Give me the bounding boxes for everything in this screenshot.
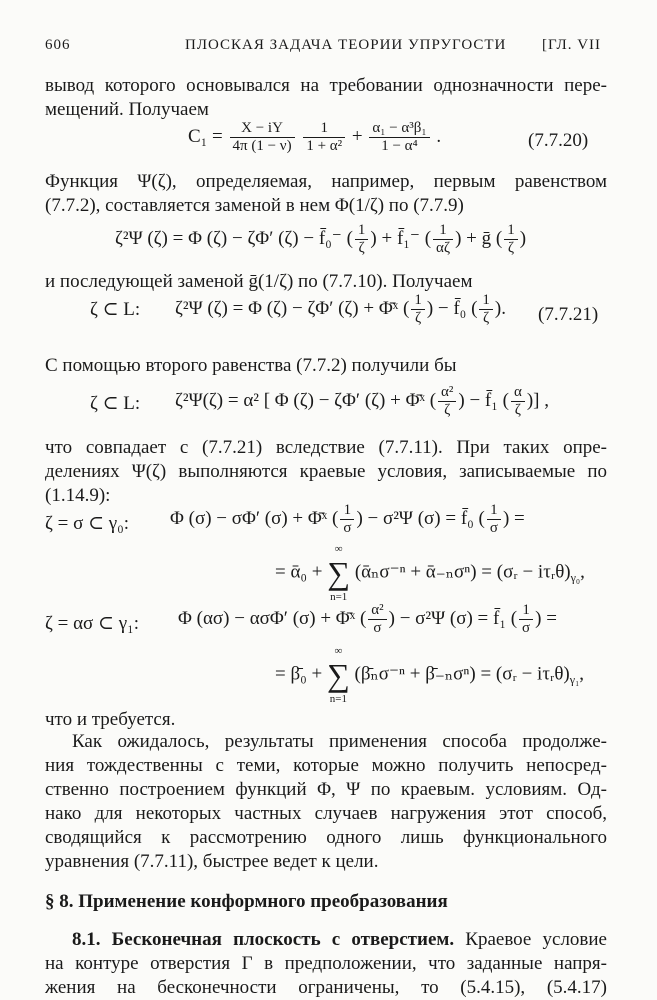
- equation-lhs: ζ²Ψ(ζ) = α² [ Φ (ζ) − ζΦ′ (ζ) + Φ̄ˣ: [175, 389, 425, 411]
- text-line: (7.7.2), составляется заменой в нем Φ(1/ζ) по (7.7.9): [45, 195, 464, 216]
- equation-lhs: Φ (σ) − σΦ′ (σ) + Φ̄ˣ: [170, 507, 328, 529]
- sum-symbol: ∞ ∑ n=1: [326, 645, 350, 705]
- plus-sign: +: [351, 125, 363, 147]
- equation-second: ζ²Ψ(ζ) = α² [ Φ (ζ) − ζΦ′ (ζ) + Φ̄ˣ ( $\frac{\text{α²}}{\zeta}$ ) − f̄₁ ( $\frac{\alpha}{\zeta}$ )] ,: [175, 384, 549, 418]
- fraction: $\frac{1}{\alpha\zeta}$: [433, 222, 453, 257]
- text-line: С помощью второго равенства (7.7.2) получили бы: [45, 355, 457, 376]
- equation-7-7-20: [188, 120, 441, 155]
- text-line: Как ожидалось, результаты применения способа продолже-: [72, 731, 607, 752]
- equals-sign: =: [514, 507, 525, 529]
- fraction: $\frac{1}{\zeta}$: [411, 292, 425, 327]
- equation-condition: ζ ⊂ L:: [90, 299, 141, 320]
- equation-condition: ζ = σ ⊂ γ₀:: [45, 513, 130, 534]
- fraction: $\frac{1}{\sigma}$: [487, 502, 501, 537]
- page-number: 606: [45, 37, 71, 53]
- text-line: уравнения (7.7.11), быстрее ведет к цели.: [45, 851, 379, 872]
- equation-term: (ᾱₙσ⁻ⁿ + ᾱ₋ₙσⁿ) = (σᵣ − iτᵣθ): [354, 561, 571, 583]
- fraction: $\frac{1}{\zeta}$: [504, 222, 518, 257]
- fraction: $\frac{1}{\text{1 + α²}}$: [303, 120, 345, 155]
- period: .: [436, 125, 442, 147]
- section-heading: § 8. Применение конформного преобразования: [45, 891, 448, 912]
- equation-term: + ḡ: [466, 227, 492, 249]
- equation-lhs: ζ²Ψ (ζ) = Φ (ζ) − ζΦ′ (ζ) + Φ̄ˣ: [175, 297, 399, 319]
- equation-term: + f̄₁⁻: [381, 227, 420, 249]
- equation-term: − σ²Ψ (σ) = f̄₁: [399, 607, 506, 629]
- equation-condition: ζ ⊂ L:: [90, 393, 141, 414]
- text-line: (1.14.9):: [45, 485, 111, 506]
- comma: ,: [579, 663, 585, 685]
- text-line: жения на бесконечности ограничены, то (5.4.15), (5.4.17): [45, 977, 607, 998]
- subscript: γ₀: [570, 570, 581, 585]
- text-line: что совпадает с (7.7.21) вследствие (7.7.11). При таких опре-: [45, 437, 607, 458]
- equals-sign: =: [546, 607, 557, 629]
- fraction: $\frac{1}{\zeta}$: [479, 292, 493, 327]
- subsection-heading: 8.1. Бесконечная плоскость с отверстием.: [72, 929, 455, 950]
- equation-term: = β̄₀ +: [275, 663, 323, 685]
- text-line: нако для некоторых частных случаев нагружения этот способ,: [45, 803, 607, 824]
- bracket-close: ] ,: [533, 389, 549, 411]
- text-line: что и требуется.: [45, 709, 176, 730]
- equation-term: (β̄ₙσ⁻ⁿ + β̄₋ₙσⁿ) = (σᵣ − iτᵣθ): [354, 663, 570, 685]
- text-line: Функция Ψ(ζ), определяемая, например, первым равенством: [45, 171, 607, 192]
- text-line: и последующей заменой ḡ(1/ζ) по (7.7.10). Получаем: [45, 271, 473, 292]
- fraction: $\frac{\text{α²}}{\sigma}$: [368, 602, 386, 637]
- text-line: ния тождественны с теми, которые можно получить непосред-: [45, 755, 607, 776]
- text-line: мещений. Получаем: [45, 99, 209, 120]
- equation-lhs: ζ²Ψ (ζ) = Φ (ζ) − ζΦ′ (ζ) − f̄₀⁻: [115, 227, 342, 249]
- equation-term: − f̄₀: [437, 297, 467, 319]
- equation-number: (7.7.21): [538, 304, 599, 325]
- fraction: $\frac{\text{α²}}{\zeta}$: [438, 384, 456, 419]
- text-line: вывод которого основывался на требовании однозначности пере-: [45, 75, 607, 96]
- chapter-label: [ГЛ. VII: [542, 37, 602, 53]
- equation-lhs: Φ (ασ) − ασΦ′ (σ) + Φ̄ˣ: [178, 607, 356, 629]
- equation-term: − σ²Ψ (σ) = f̄₀: [367, 507, 474, 529]
- equation-term: = ᾱ₀ +: [275, 561, 323, 583]
- fraction: $\frac{1}{\sigma}$: [519, 602, 533, 637]
- fraction: $\frac{\text{α₁ − α³β₁}}{\text{1 − α⁴}}$: [369, 120, 429, 155]
- equation-term: − f̄₁: [469, 389, 498, 411]
- fraction: $\frac{1}{\sigma}$: [340, 502, 354, 537]
- period: .: [501, 297, 506, 319]
- equation-bc1-series: [275, 542, 585, 604]
- equation-bc2-series: [275, 644, 584, 706]
- equation-psi: ζ²Ψ (ζ) = Φ (ζ) − ζΦ′ (ζ) − f̄₀⁻ ( $\frac{1}{\zeta}$ ) + f̄₁⁻ ( $\frac{1}{\alpha\zeta}$ ) + ḡ ( $\frac{1}{\zeta}$ ): [115, 222, 527, 256]
- text-line: ственно построением функций Φ, Ψ по краевым. условиям. Од-: [45, 779, 607, 800]
- equation-bc2: Φ (ασ) − ασΦ′ (σ) + Φ̄ˣ ( $\frac{\text{α²}}{\sigma}$ ) − σ²Ψ (σ) = f̄₁ ( $\frac{1}{\sigma}$ ) =: [178, 602, 557, 636]
- fraction: $\frac{\alpha}{\zeta}$: [511, 384, 525, 419]
- equation-7-7-21: ζ²Ψ (ζ) = Φ (ζ) − ζΦ′ (ζ) + Φ̄ˣ ( $\frac{1}{\zeta}$ ) − f̄₀ ( $\frac{1}{\zeta}$ ).: [175, 292, 506, 326]
- text-line: на контуре отверстия Γ в предположении, что заданные напря-: [45, 953, 607, 974]
- text-fragment: Краевое условие: [465, 929, 607, 950]
- comma: ,: [580, 561, 585, 583]
- sum-symbol: ∞ ∑ n=1: [327, 543, 351, 603]
- text-line: сводящийся к рассмотрению одного лишь функционального: [45, 827, 607, 848]
- fraction: $\frac{X - iY}{4\pi (1 - \nu)}$: [230, 120, 295, 155]
- equation-number: (7.7.20): [528, 130, 589, 151]
- subscript: γ₁: [569, 672, 580, 687]
- equation-condition: ζ = ασ ⊂ γ₁:: [45, 613, 139, 634]
- text-line: делениях Ψ(ζ) выполняются краевые условия, записываемые по: [45, 461, 607, 482]
- equation-bc1: Φ (σ) − σΦ′ (σ) + Φ̄ˣ ( $\frac{1}{\sigma}$ ) − σ²Ψ (σ) = f̄₀ ( $\frac{1}{\sigma}$ ) =: [170, 502, 525, 536]
- running-title: ПЛОСКАЯ ЗАДАЧА ТЕОРИИ УПРУГОСТИ: [185, 37, 507, 53]
- subsection-line: [72, 928, 607, 952]
- equation-lhs: C₁ =: [188, 125, 223, 147]
- fraction: $\frac{1}{\zeta}$: [355, 222, 369, 257]
